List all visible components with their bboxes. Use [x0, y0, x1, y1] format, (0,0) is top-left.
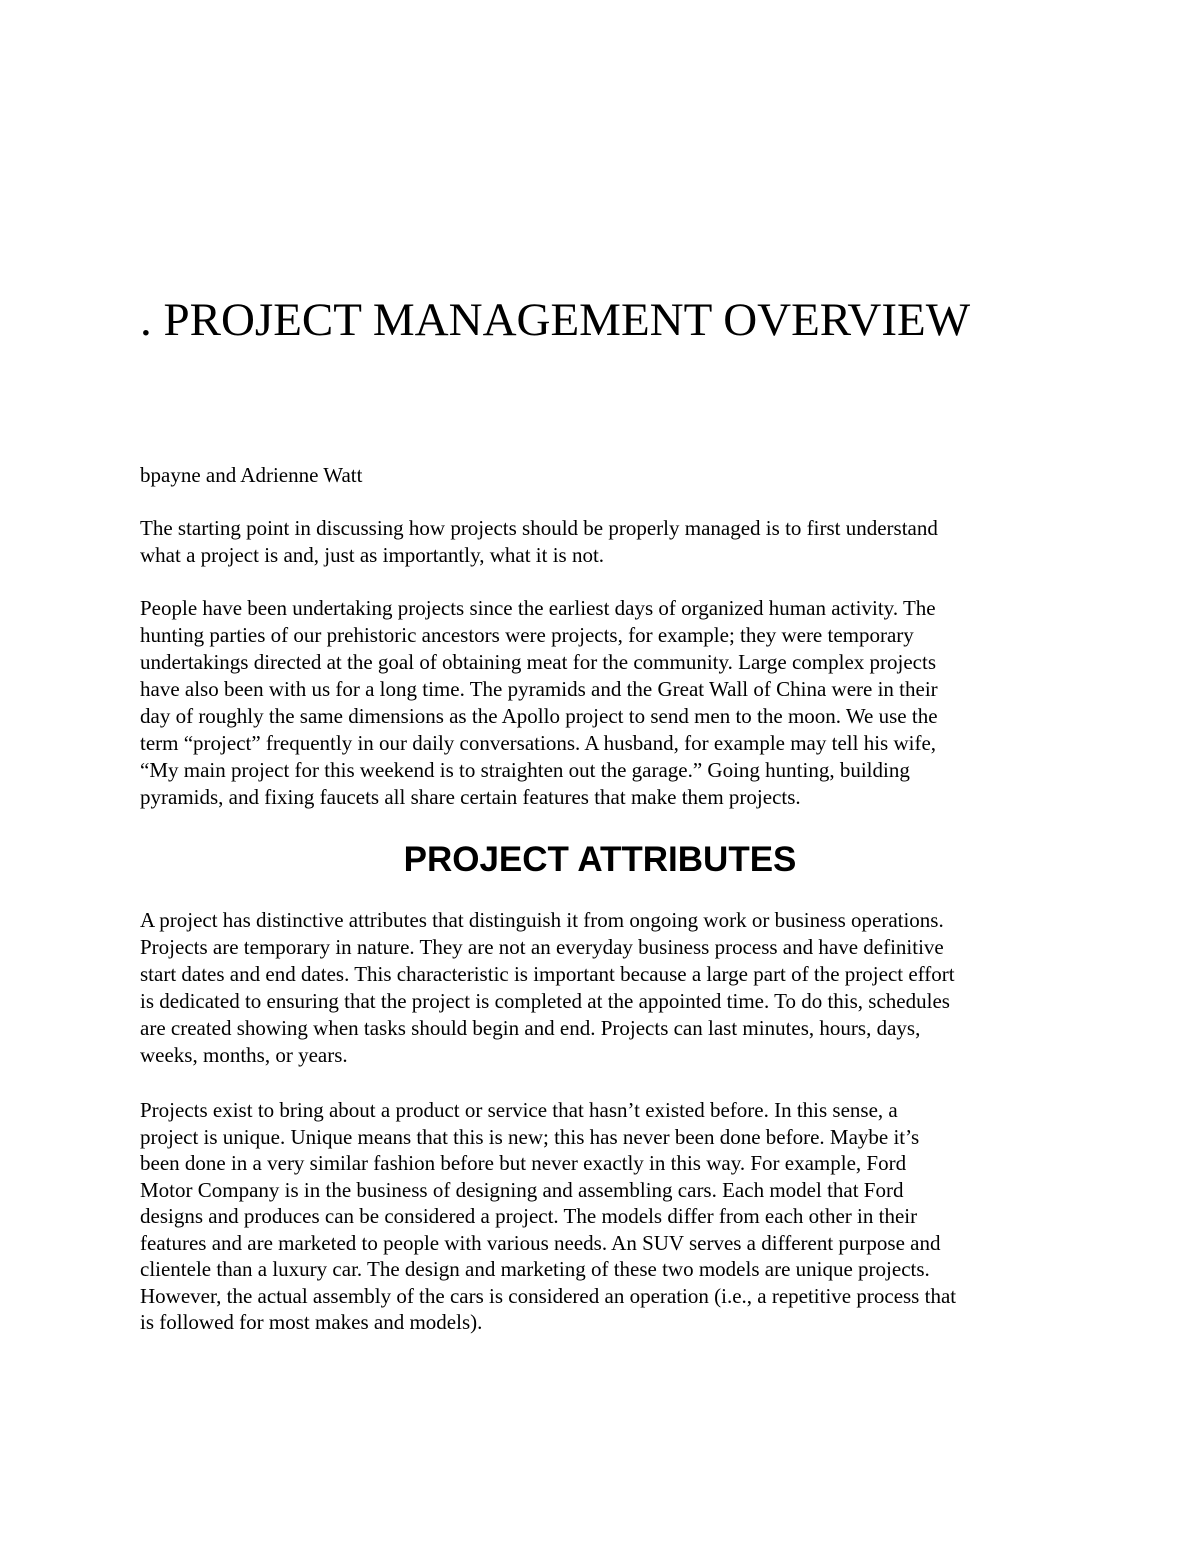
paragraph-line: term “project” frequently in our daily conversations. A husband, for example may tell his wife, — [140, 731, 937, 755]
paragraph-line: clientele than a luxury car. The design and marketing of these two models are unique projects. — [140, 1257, 930, 1281]
paragraph-line: Projects are temporary in nature. They are not an everyday business process and have definitive — [140, 935, 944, 959]
paragraph-line: The starting point in discussing how projects should be properly managed is to first understand — [140, 516, 938, 540]
paragraph-line: weeks, months, or years. — [140, 1043, 348, 1067]
paragraph-line: “My main project for this weekend is to straighten out the garage.” Going hunting, building — [140, 758, 910, 782]
attributes-paragraph-2 — [140, 1097, 1080, 1336]
paragraph-line: Motor Company is in the business of designing and assembling cars. Each model that Ford — [140, 1177, 904, 1202]
paragraph-line: undertakings directed at the goal of obtaining meat for the community. Large complex projects — [140, 650, 937, 674]
document-title: . PROJECT MANAGEMENT OVERVIEW — [140, 294, 971, 346]
paragraph-line: is followed for most makes and models). — [140, 1310, 483, 1334]
paragraph-line: project is unique. Unique means that this is new; this has never been done before. Maybe it’s — [140, 1124, 920, 1149]
paragraph-line: A project has distinctive attributes that distinguish it from ongoing work or business operations. — [140, 908, 944, 932]
paragraph-line: is dedicated to ensuring that the project is completed at the appointed time. To do this, schedules — [140, 989, 950, 1013]
paragraph-line: start dates and end dates. This characteristic is important because a large part of the project effort — [140, 962, 955, 986]
paragraph-line: pyramids, and fixing faucets all share certain features that make them projects. — [140, 785, 801, 809]
attributes-paragraph-1 — [140, 907, 1080, 1069]
intro-paragraph-2 — [140, 595, 1080, 811]
paragraph-line: are created showing when tasks should begin and end. Projects can last minutes, hours, days, — [140, 1016, 921, 1040]
paragraph-line: what a project is and, just as importantly, what it is not. — [140, 543, 605, 567]
paragraph-line: have also been with us for a long time. The pyramids and the Great Wall of China were in their — [140, 677, 938, 701]
paragraph-line: designs and produces can be considered a project. The models differ from each other in their — [140, 1204, 918, 1228]
paragraph-line: hunting parties of our prehistoric ancestors were projects, for example; they were temporary — [140, 623, 914, 647]
paragraph-line: Projects exist to bring about a product or service that hasn’t existed before. In this sense, a — [140, 1098, 898, 1122]
paragraph-line: day of roughly the same dimensions as the Apollo project to send men to the moon. We use the — [140, 704, 938, 728]
paragraph-line: been done in a very similar fashion before but never exactly in this way. For example, Ford — [140, 1151, 907, 1175]
paragraph-line: However, the actual assembly of the cars is considered an operation (i.e., a repetitive process that — [140, 1283, 957, 1308]
section-heading: PROJECT ATTRIBUTES — [403, 840, 797, 879]
paragraph-line: People have been undertaking projects since the earliest days of organized human activity. The — [140, 596, 936, 620]
intro-paragraph-1 — [140, 515, 1080, 569]
author-line: bpayne and Adrienne Watt — [140, 463, 363, 487]
paragraph-line: features and are marketed to people with various needs. An SUV serves a different purpose and — [140, 1230, 941, 1255]
